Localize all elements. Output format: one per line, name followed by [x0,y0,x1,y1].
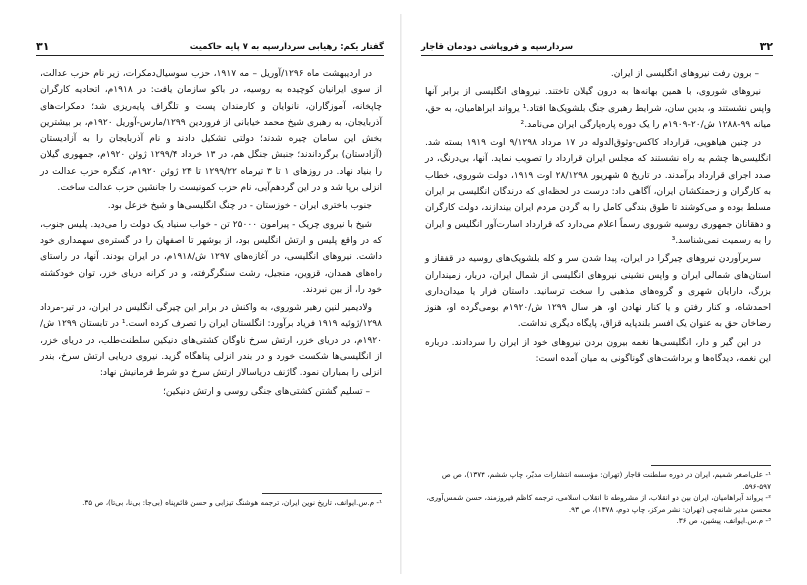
right-footnote-3: ³- م.س.ایوانف، پیشین، ص ۳۶. [676,516,771,526]
left-running-head [36,40,384,56]
left-paragraph-5: – تسلیم گشتن کشتی‌های جنگی روسی و ارتش دنیکین؛ [163,386,370,397]
right-running-head [421,40,773,56]
left-body [40,66,382,402]
right-page-number: ۳۲ [759,40,773,53]
right-paragraph-2: نیروهای شوروی، با همین بهانه‌ها به درون گیلان تاختند. نیروهای انگلیسی از برابر آنها واپس نشستند و، بدین سان، شرایط رهبری جنگ بلشویک‌ها افتاد.¹ یرواند ابراهامیان، به حق، میانه ۹۹-۱۲۸۸ ش/۲۰-۱۹۰۹م را یک دوره پاره‌پارگی ایران می‌نامد.² [425,87,771,130]
left-page-number: ۳۱ [36,40,50,53]
right-footnote-2: ²- یرواند آبراهامیان، ایران بین دو انقلاب، از مشروطه تا انقلاب اسلامی، ترجمه کاظم فیروزمند، حسن شمس‌آوری، محسن مدیر شانه‌چی (تهران: نشر مرکز، چاپ دوم، ۱۳۷۸)، ص ۹۳. [426,493,771,514]
left-footnotes [40,497,382,509]
right-body [425,66,771,369]
page-gutter [400,14,402,574]
right-footnotes [425,469,771,527]
right-paragraph-4: سربرآوردن نیروهای چیرگرا در ایران، پیدا شدن سر و کله بلشویک‌های روسیه در قفقاز و استان‌های شمالی ایران و واپس نشینی نیروهای انگلیسی از شمال ایران، دربار، زمینداران بزرگ، دارایان شهری و گروه‌های مذهبی را سخت ترسانید. داستان فرار یا میدان‌داری احمدشاه، و کنار رفتن و یا کنار نهادن او، هر سال ۱۲۹۹ ش/۱۹۲۰م بومی‌گرده او، هنوز رضاخان حق به عنوان یک افسر بلندپایه قزاق، پایگاه دیگری نداشت. [425,254,771,330]
left-paragraph-2: جنوب باختری ایران - خوزستان - در چنگ انگلیسی‌ها و شیخ خزعل بود. [107,201,372,212]
left-footnote-rule [262,493,382,494]
right-footnote-1: ¹- علی‌اصغر شمیم، ایران در دوره سلطنت قاجار (تهران: مؤسسه انتشارات مدبّر، چاپ ششم، ۱۳۷۴)، ص ص ۵۹۷-۵۹۶. [441,470,771,491]
right-paragraph-5: در این گیر و دار، انگلیسی‌ها نغمه بیرون بردن نیروهای خود از ایران را سردادند. درباره این نغمه، دیدگاه‌ها و برداشت‌های گوناگونی به میان آمده است: [425,337,771,365]
left-footnote-1: ¹- م.س.ایوانف، تاریخ نوین ایران، ترجمه هوشنگ تیزابی و حسن قائم‌پناه (بی‌جا: بی‌نا، بی‌تا)، ص ۳۵. [82,498,382,507]
left-paragraph-4: ولادیمیر لنین رهبر شوروی، به واکنش در برابر این چیرگی انگلیس در ایران، در تیر-مرداد ۱۲۹۸/ژوئیه ۱۹۱۹ فریاد برآورد: انگلستان ایران را تصرف کرده است.¹ در تابستان ۱۲۹۹ ش/۱۹۲۰م، در دریای خزر، ارتش سرخ ناوگان کشتی‌های دنیکین سلطنت‌طلب، در دریای خزر، از انگلیسی‌ها شکست خورد و در بندر انزلی پناهگاه گزید. نیروی دریایی ارتش سرخ، بندر انزلی را بمباران نمود. گاژنف دریاسالار ارتش سرخ دو شرط فرمانیش نهاد: [40,303,382,379]
right-paragraph-1: – برون رفت نیروهای انگلیسی از ایران. [610,69,759,79]
left-header-title: گفتار یکم: رهیابی سردارسپه به ۷ پایه حاکمیت [189,41,384,52]
left-paragraph-1: در اردیبهشت ماه ۱۲۹۶/آوریل – مه ۱۹۱۷، حزب سوسیال‌دمکرات، زیر نام حزب عدالت، از سوی ایرانیان کوچیده به روسیه، در باکو سازمان یافت: در ۱۹۱۸م، اتحادیه کارگران چاپخانه، آموزگاران، نانوایان و کارمندان پست و تلگراف پایه‌ریزی شد؛ دمکرات‌های آذربایجان، به رهبری شیخ محمد خیابانی از فروردین ۱۲۹۹/مارس-آوریل ۱۹۲۰م، بر بیشترین بخش این سامان چیره شدند؛ دولتی تشکیل دادند و نام آذربایجان را به آزادیستان (آزادستان) برگرداندند؛ جنبش جنگل هم، در ۱۳ خرداد ۱۲۹۹/۴ ژوئن ۱۹۲۰م، جمهوری گیلان را بنیاد نهاد. در روزهای ۱ تا ۳ تیرماه ۱۲۹۹/۲۲ تا ۲۴ ژوئن ۱۹۲۰م، کنگره حزب عدالت در انزلی برپا شد و در این گردهم‌آیی، نام حزب کمونیست را جانشین حزب عدالت ساخت. [40,69,383,194]
right-footnote-rule [651,465,771,466]
right-header-title: سردارسپه و فروپاشی دودمان قاجار [421,41,574,52]
right-paragraph-3: در چنین هیاهویی، قرارداد کاکس-وثوق‌الدوله در ۱۷ مرداد ۹/۱۲۹۸ اوت ۱۹۱۹ بسته شد. انگلیسی‌ها چشم به راه نشستند که مجلس ایران قرارداد را تصویب نماید. آنها، بی‌درنگ، در صدد اجرای قرارداد برآمدند. در تاریخ ۵ شهریور ۲۸/۱۲۹۸ اوت ۱۹۱۹، دولت شوروی، خطاب به کارگران و زحمتکشان ایران، آگاهی داد: درست در لحظه‌ای که درندگان انگلیسی بر ایران مسلط بوده و می‌کوشند تا طوق بندگی کامل را به گردن مردم ایران بیندازند، دولت کارگران و دهقانان جمهوری روسیه شوروی رسماً اعلام می‌دارد که قرارداد اسارت‌آور انگلیس و ایران را به رسمیت نمی‌شناسد.³ [425,138,771,246]
left-paragraph-3: شیخ با نیروی چریک - پیرامون ۲۵۰۰۰ تن - خواب سنیاد یک دولت را می‌دید. پلیس جنوب، که در واقع پلیس و ارتش انگلیس بود، از بوشهر تا اصفهان را در گستره‌ی سهمداری خود داشت. نیروهای انگلیسی، در آغازه‌های ۱۲۹۷ ش/۱۹۱۸م، در ایران بودند. آنها، در راستای راه‌های همدان، قزوین، منجیل، رشت سنگرگرفته، و در کرانه دریای خزر، توان خودکشته خود را، از بین نبردند. [40,219,382,295]
